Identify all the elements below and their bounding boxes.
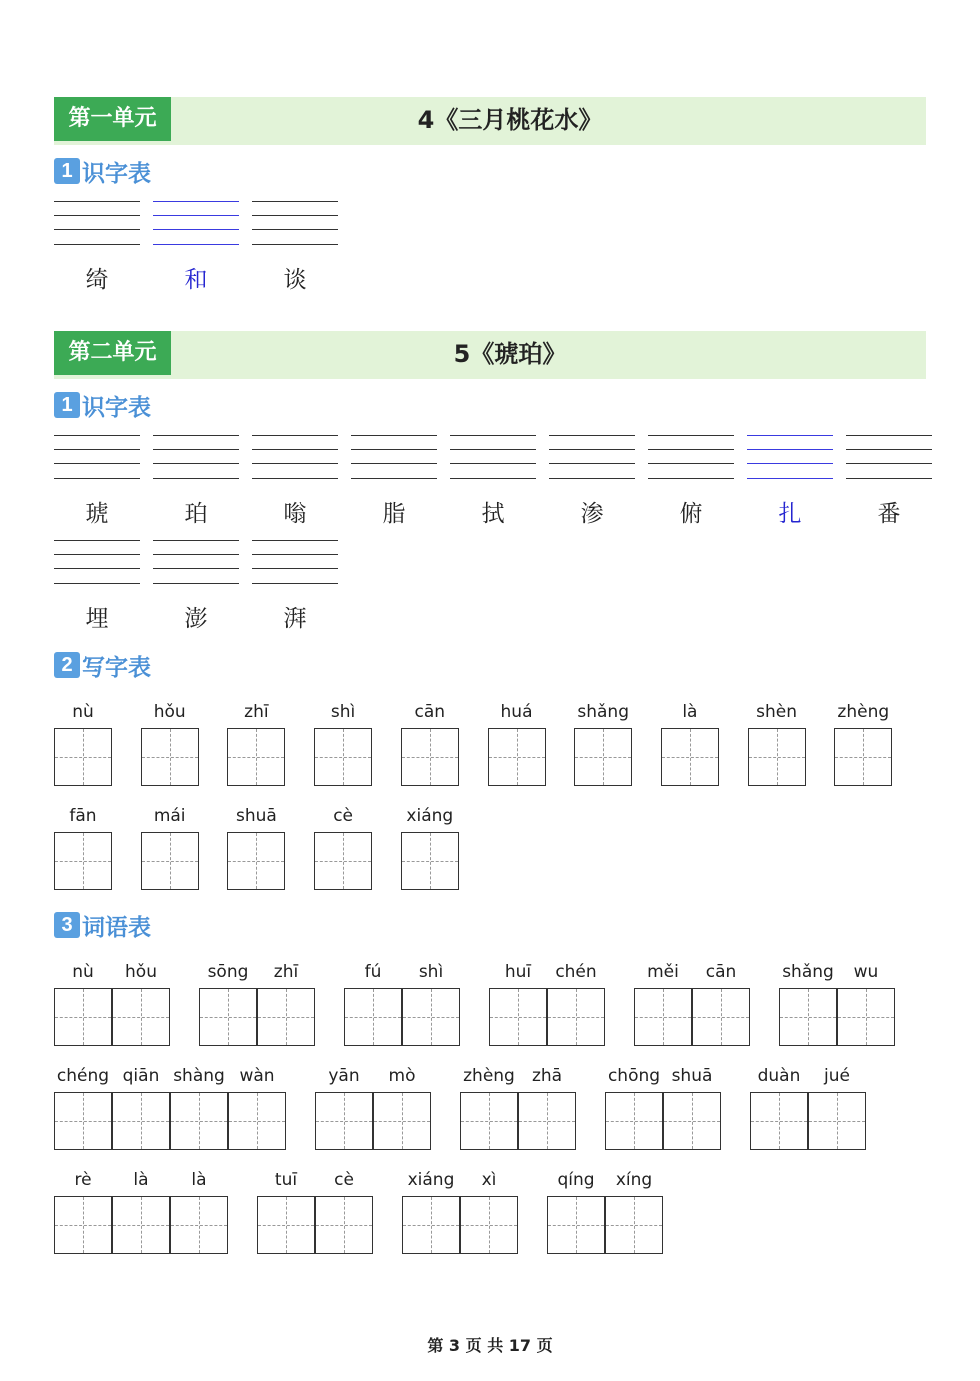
pinyin-write-lines[interactable]	[252, 540, 338, 584]
pinyin-label: chén	[555, 962, 597, 982]
section-number: 2	[54, 652, 80, 678]
section-heading-literacy	[54, 390, 151, 420]
tianzige-box[interactable]	[112, 1092, 170, 1150]
pinyin-label: zhī	[244, 702, 269, 722]
pinyin-label: hǒu	[153, 702, 186, 722]
tianzige-box[interactable]	[518, 1092, 576, 1150]
tianzige-box[interactable]	[112, 988, 170, 1046]
pinyin-label: shǎng	[577, 702, 629, 722]
tianzige-box[interactable]	[54, 728, 112, 786]
literacy-character: 谈	[283, 267, 307, 293]
tianzige-box[interactable]	[748, 728, 806, 786]
pinyin-write-lines[interactable]	[747, 435, 833, 479]
pinyin-label: huī	[504, 962, 532, 982]
tianzige-box[interactable]	[112, 1196, 170, 1254]
pinyin-label: shuā	[235, 806, 277, 826]
tianzige-box[interactable]	[228, 1092, 286, 1150]
pinyin-write-lines[interactable]	[153, 540, 239, 584]
tianzige-box[interactable]	[315, 1092, 373, 1150]
pinyin-label: zhèng	[837, 702, 890, 722]
tianzige-box[interactable]	[314, 832, 372, 890]
tianzige-box[interactable]	[314, 728, 372, 786]
pinyin-label: xì	[481, 1170, 497, 1190]
tianzige-box[interactable]	[663, 1092, 721, 1150]
tianzige-box[interactable]	[54, 988, 112, 1046]
pinyin-write-lines[interactable]	[450, 435, 536, 479]
pinyin-label: mò	[388, 1066, 416, 1086]
pinyin-write-lines[interactable]	[549, 435, 635, 479]
tianzige-box[interactable]	[574, 728, 632, 786]
literacy-character: 脂	[382, 501, 406, 527]
pinyin-label: nù	[72, 702, 94, 722]
tianzige-box[interactable]	[460, 1196, 518, 1254]
tianzige-box[interactable]	[257, 1196, 315, 1254]
tianzige-box[interactable]	[170, 1196, 228, 1254]
tianzige-box[interactable]	[402, 988, 460, 1046]
pinyin-label: rè	[74, 1170, 92, 1190]
tianzige-box[interactable]	[489, 988, 547, 1046]
pinyin-label: duàn	[757, 1066, 801, 1086]
literacy-character: 湃	[283, 606, 307, 632]
pinyin-label: xíng	[615, 1170, 653, 1190]
tianzige-box[interactable]	[402, 1196, 460, 1254]
pinyin-label: chōng	[607, 1066, 661, 1086]
pinyin-label: qíng	[557, 1170, 595, 1190]
tianzige-box[interactable]	[779, 988, 837, 1046]
lesson-title: 5《琥珀》	[453, 340, 567, 368]
pinyin-label: sōng	[207, 962, 249, 982]
pinyin-label: chéng	[56, 1066, 110, 1086]
tianzige-box[interactable]	[54, 1196, 112, 1254]
pinyin-label: yān	[328, 1066, 360, 1086]
literacy-character: 渗	[580, 501, 604, 527]
pinyin-write-lines[interactable]	[846, 435, 932, 479]
pinyin-write-lines[interactable]	[153, 435, 239, 479]
tianzige-box[interactable]	[344, 988, 402, 1046]
tianzige-box[interactable]	[54, 832, 112, 890]
tianzige-box[interactable]	[661, 728, 719, 786]
literacy-character: 番	[877, 501, 901, 527]
literacy-character: 绮	[85, 267, 109, 293]
tianzige-box[interactable]	[257, 988, 315, 1046]
pinyin-label: fān	[69, 806, 97, 826]
literacy-character: 和	[184, 267, 208, 293]
pinyin-label: wu	[853, 962, 879, 982]
literacy-character: 琥	[85, 501, 109, 527]
tianzige-box[interactable]	[227, 728, 285, 786]
pinyin-label: cè	[334, 1170, 354, 1190]
tianzige-box[interactable]	[837, 988, 895, 1046]
pinyin-label: zhèng	[463, 1066, 515, 1086]
pinyin-write-lines[interactable]	[351, 435, 437, 479]
tianzige-box[interactable]	[227, 832, 285, 890]
tianzige-box[interactable]	[373, 1092, 431, 1150]
unit-tag: 第一单元	[54, 97, 171, 141]
pinyin-label: là	[191, 1170, 207, 1190]
pinyin-label: shì	[330, 702, 356, 722]
tianzige-box[interactable]	[605, 1092, 663, 1150]
pinyin-label: fú	[364, 962, 382, 982]
tianzige-box[interactable]	[547, 1196, 605, 1254]
tianzige-box[interactable]	[141, 728, 199, 786]
tianzige-box[interactable]	[460, 1092, 518, 1150]
section-heading-vocabulary	[54, 910, 151, 940]
pinyin-label: shǎng	[782, 962, 834, 982]
pinyin-label: shuā	[671, 1066, 713, 1086]
section-label: 词语表	[82, 914, 151, 941]
tianzige-box[interactable]	[605, 1196, 663, 1254]
tianzige-box[interactable]	[634, 988, 692, 1046]
pinyin-label: cān	[705, 962, 737, 982]
section-label: 写字表	[82, 654, 151, 681]
literacy-character: 拭	[481, 501, 505, 527]
lesson-title: 4《三月桃花水》	[417, 106, 603, 134]
pinyin-label: nù	[72, 962, 94, 982]
pinyin-label: wàn	[239, 1066, 275, 1086]
pinyin-write-lines[interactable]	[54, 201, 140, 245]
tianzige-box[interactable]	[54, 1092, 112, 1150]
pinyin-write-lines[interactable]	[54, 540, 140, 584]
tianzige-box[interactable]	[170, 1092, 228, 1150]
pinyin-label: qiān	[122, 1066, 160, 1086]
pinyin-label: cè	[333, 806, 353, 826]
pinyin-label: cān	[414, 702, 446, 722]
section-heading-literacy	[54, 156, 151, 186]
tianzige-box[interactable]	[488, 728, 546, 786]
pinyin-label: hǒu	[125, 962, 157, 982]
literacy-character: 澎	[184, 606, 208, 632]
section-label: 识字表	[82, 394, 151, 421]
unit-tag: 第二单元	[54, 331, 171, 375]
tianzige-box[interactable]	[834, 728, 892, 786]
pinyin-label: zhī	[273, 962, 299, 982]
tianzige-box[interactable]	[315, 1196, 373, 1254]
literacy-character: 扎	[778, 501, 802, 527]
section-number: 1	[54, 158, 80, 184]
pinyin-label: xiáng	[406, 806, 454, 826]
tianzige-box[interactable]	[808, 1092, 866, 1150]
pinyin-label: mái	[153, 806, 186, 826]
pinyin-label: shàng	[173, 1066, 225, 1086]
pinyin-label: shì	[418, 962, 444, 982]
pinyin-write-lines[interactable]	[54, 435, 140, 479]
unit-header-2	[54, 331, 926, 379]
pinyin-label: jué	[824, 1066, 850, 1086]
pinyin-label: là	[682, 702, 698, 722]
section-label: 识字表	[82, 160, 151, 187]
page-footer: 第 3 页 共 17 页	[427, 1336, 553, 1355]
unit-header-1	[54, 97, 926, 145]
literacy-character: 埋	[85, 606, 109, 632]
pinyin-label: shèn	[756, 702, 798, 722]
pinyin-label: là	[133, 1170, 149, 1190]
pinyin-write-lines[interactable]	[252, 201, 338, 245]
pinyin-label: xiáng	[407, 1170, 455, 1190]
pinyin-label: huá	[500, 702, 533, 722]
tianzige-box[interactable]	[692, 988, 750, 1046]
pinyin-write-lines[interactable]	[648, 435, 734, 479]
literacy-character: 俯	[679, 501, 703, 527]
tianzige-box[interactable]	[401, 728, 459, 786]
literacy-character: 珀	[184, 501, 208, 527]
pinyin-write-lines[interactable]	[153, 201, 239, 245]
pinyin-label: tuī	[274, 1170, 298, 1190]
section-heading-writing	[54, 650, 151, 680]
section-number: 1	[54, 392, 80, 418]
tianzige-box[interactable]	[750, 1092, 808, 1150]
pinyin-label: měi	[647, 962, 679, 982]
tianzige-box[interactable]	[141, 832, 199, 890]
tianzige-box[interactable]	[199, 988, 257, 1046]
literacy-character: 嗡	[283, 501, 307, 527]
pinyin-label: zhā	[531, 1066, 563, 1086]
tianzige-box[interactable]	[547, 988, 605, 1046]
pinyin-write-lines[interactable]	[252, 435, 338, 479]
tianzige-box[interactable]	[401, 832, 459, 890]
section-number: 3	[54, 912, 80, 938]
